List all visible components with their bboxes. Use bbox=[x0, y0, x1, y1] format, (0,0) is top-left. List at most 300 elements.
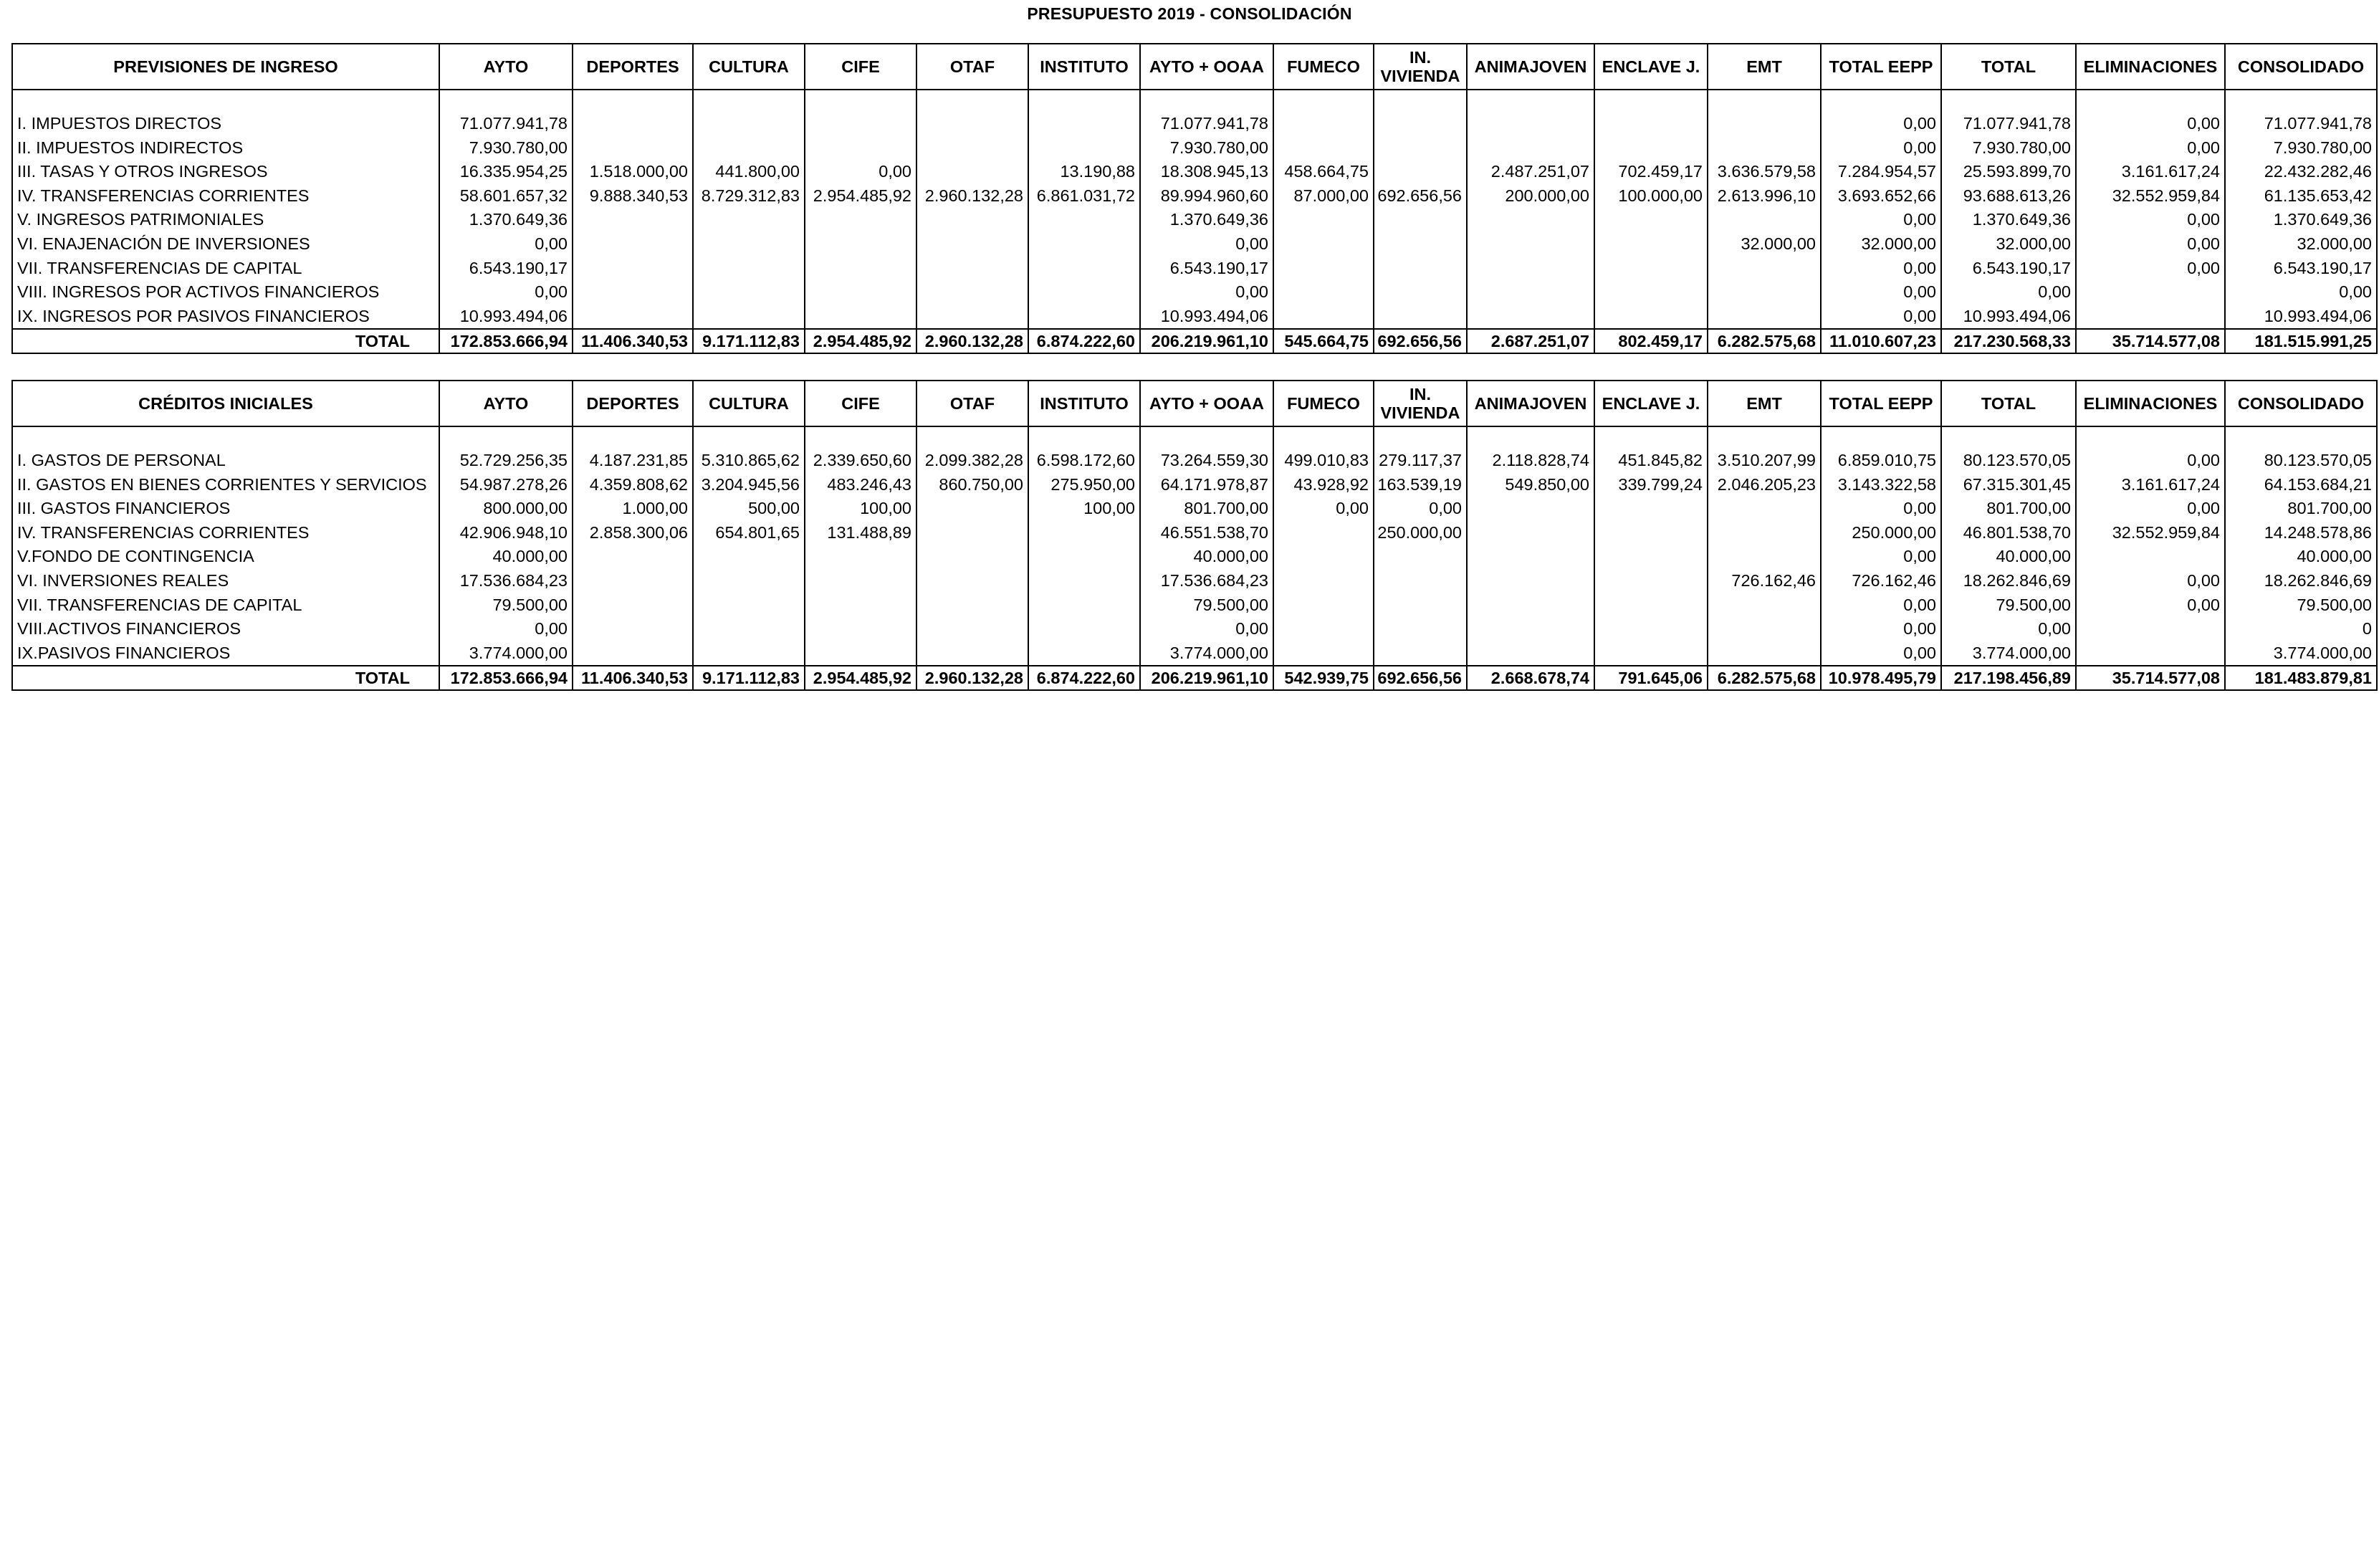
amount-cell: 100.000,00 bbox=[1594, 184, 1708, 209]
amount-cell: 0,00 bbox=[1821, 136, 1941, 161]
amount-cell: 1.370.649,36 bbox=[2225, 208, 2377, 232]
amount-cell: 0,00 bbox=[1821, 305, 1941, 330]
amount-cell: 2.858.300,06 bbox=[573, 521, 693, 545]
amount-cell bbox=[805, 280, 916, 305]
amount-cell: 0,00 bbox=[1140, 232, 1273, 257]
amount-cell bbox=[573, 257, 693, 281]
amount-cell: 64.171.978,87 bbox=[1140, 473, 1273, 497]
amount-cell: 40.000,00 bbox=[439, 545, 573, 569]
empty-cell bbox=[1941, 90, 2076, 112]
amount-cell: 163.539,19 bbox=[1374, 473, 1467, 497]
expense-column-header: IN. VIVIENDA bbox=[1374, 381, 1467, 426]
row-label: II. IMPUESTOS INDIRECTOS bbox=[12, 136, 439, 161]
total-cell: 217.198.456,89 bbox=[1941, 666, 2076, 690]
amount-cell bbox=[1467, 641, 1594, 666]
amount-cell: 18.262.846,69 bbox=[2225, 569, 2377, 593]
amount-cell bbox=[1273, 112, 1374, 136]
amount-cell: 0,00 bbox=[2076, 208, 2225, 232]
amount-cell bbox=[916, 280, 1028, 305]
amount-cell: 801.700,00 bbox=[2225, 497, 2377, 521]
amount-cell bbox=[916, 641, 1028, 666]
amount-cell: 71.077.941,78 bbox=[1140, 112, 1273, 136]
table-row bbox=[12, 641, 2377, 666]
income-column-header: CULTURA bbox=[693, 44, 805, 90]
income-total-row bbox=[12, 329, 2377, 353]
amount-cell: 801.700,00 bbox=[1941, 497, 2076, 521]
amount-cell bbox=[1374, 208, 1467, 232]
amount-cell: 4.359.808,62 bbox=[573, 473, 693, 497]
empty-cell bbox=[1273, 426, 1374, 449]
amount-cell: 54.987.278,26 bbox=[439, 473, 573, 497]
total-cell: 181.515.991,25 bbox=[2225, 329, 2377, 353]
empty-cell bbox=[1467, 90, 1594, 112]
amount-cell bbox=[1273, 257, 1374, 281]
amount-cell bbox=[805, 569, 916, 593]
amount-cell bbox=[1273, 305, 1374, 330]
amount-cell: 7.284.954,57 bbox=[1821, 160, 1941, 184]
amount-cell bbox=[693, 641, 805, 666]
amount-cell: 1.370.649,36 bbox=[439, 208, 573, 232]
table-row bbox=[12, 232, 2377, 257]
amount-cell bbox=[1028, 593, 1140, 618]
amount-cell bbox=[1273, 280, 1374, 305]
amount-cell: 692.656,56 bbox=[1374, 184, 1467, 209]
amount-cell: 0,00 bbox=[1140, 280, 1273, 305]
amount-cell bbox=[805, 617, 916, 641]
amount-cell: 3.204.945,56 bbox=[693, 473, 805, 497]
amount-cell: 40.000,00 bbox=[1941, 545, 2076, 569]
amount-cell: 0,00 bbox=[439, 232, 573, 257]
amount-cell: 0,00 bbox=[2076, 136, 2225, 161]
expense-column-header: EMT bbox=[1708, 381, 1821, 426]
expense-column-header: CIFE bbox=[805, 381, 916, 426]
amount-cell bbox=[916, 136, 1028, 161]
amount-cell: 71.077.941,78 bbox=[1941, 112, 2076, 136]
amount-cell: 0,00 bbox=[1821, 545, 1941, 569]
row-label: II. GASTOS EN BIENES CORRIENTES Y SERVICIOS bbox=[12, 473, 439, 497]
income-column-header: DEPORTES bbox=[573, 44, 693, 90]
amount-cell bbox=[916, 160, 1028, 184]
income-column-header: PREVISIONES DE INGRESO bbox=[12, 44, 439, 90]
row-label: VIII.ACTIVOS FINANCIEROS bbox=[12, 617, 439, 641]
amount-cell bbox=[1594, 593, 1708, 618]
amount-cell bbox=[1594, 617, 1708, 641]
amount-cell bbox=[1028, 232, 1140, 257]
row-label: V. INGRESOS PATRIMONIALES bbox=[12, 208, 439, 232]
total-label: TOTAL bbox=[12, 329, 439, 353]
expense-column-header: AYTO + OOAA bbox=[1140, 381, 1273, 426]
amount-cell bbox=[1028, 545, 1140, 569]
amount-cell: 32.000,00 bbox=[1821, 232, 1941, 257]
amount-cell: 451.845,82 bbox=[1594, 449, 1708, 473]
amount-cell bbox=[1374, 136, 1467, 161]
amount-cell: 6.543.190,17 bbox=[2225, 257, 2377, 281]
table-row bbox=[12, 160, 2377, 184]
amount-cell: 40.000,00 bbox=[1140, 545, 1273, 569]
total-cell: 6.282.575,68 bbox=[1708, 329, 1821, 353]
amount-cell bbox=[693, 593, 805, 618]
amount-cell bbox=[1028, 305, 1140, 330]
amount-cell bbox=[1594, 521, 1708, 545]
amount-cell: 6.543.190,17 bbox=[1140, 257, 1273, 281]
amount-cell: 3.161.617,24 bbox=[2076, 160, 2225, 184]
amount-cell bbox=[693, 305, 805, 330]
amount-cell bbox=[1708, 497, 1821, 521]
amount-cell: 2.099.382,28 bbox=[916, 449, 1028, 473]
amount-cell: 0,00 bbox=[1374, 497, 1467, 521]
empty-cell bbox=[916, 426, 1028, 449]
amount-cell bbox=[916, 521, 1028, 545]
amount-cell bbox=[693, 257, 805, 281]
total-label: TOTAL bbox=[12, 666, 439, 690]
amount-cell: 3.774.000,00 bbox=[2225, 641, 2377, 666]
amount-cell: 200.000,00 bbox=[1467, 184, 1594, 209]
total-cell: 35.714.577,08 bbox=[2076, 666, 2225, 690]
amount-cell bbox=[805, 136, 916, 161]
empty-cell bbox=[1374, 426, 1467, 449]
amount-cell: 79.500,00 bbox=[1941, 593, 2076, 618]
total-cell: 11.010.607,23 bbox=[1821, 329, 1941, 353]
empty-cell bbox=[1140, 90, 1273, 112]
amount-cell bbox=[573, 545, 693, 569]
amount-cell bbox=[916, 305, 1028, 330]
total-cell: 2.668.678,74 bbox=[1467, 666, 1594, 690]
amount-cell: 5.310.865,62 bbox=[693, 449, 805, 473]
amount-cell bbox=[1594, 497, 1708, 521]
expense-total-row bbox=[12, 666, 2377, 690]
total-cell: 6.874.222,60 bbox=[1028, 666, 1140, 690]
amount-cell: 67.315.301,45 bbox=[1941, 473, 2076, 497]
amount-cell: 0,00 bbox=[1821, 208, 1941, 232]
amount-cell: 2.118.828,74 bbox=[1467, 449, 1594, 473]
table-row bbox=[12, 208, 2377, 232]
amount-cell: 726.162,46 bbox=[1708, 569, 1821, 593]
amount-cell bbox=[1708, 136, 1821, 161]
amount-cell bbox=[1594, 280, 1708, 305]
amount-cell: 131.488,89 bbox=[805, 521, 916, 545]
amount-cell bbox=[1374, 545, 1467, 569]
expense-column-header: ELIMINACIONES bbox=[2076, 381, 2225, 426]
amount-cell: 2.960.132,28 bbox=[916, 184, 1028, 209]
amount-cell bbox=[1028, 521, 1140, 545]
amount-cell bbox=[1273, 208, 1374, 232]
row-label: I. GASTOS DE PERSONAL bbox=[12, 449, 439, 473]
amount-cell: 93.688.613,26 bbox=[1941, 184, 2076, 209]
empty-cell bbox=[916, 90, 1028, 112]
amount-cell bbox=[805, 257, 916, 281]
amount-cell bbox=[1374, 257, 1467, 281]
total-cell: 11.406.340,53 bbox=[573, 329, 693, 353]
amount-cell: 500,00 bbox=[693, 497, 805, 521]
amount-cell bbox=[1467, 545, 1594, 569]
amount-cell bbox=[1594, 569, 1708, 593]
amount-cell bbox=[1028, 112, 1140, 136]
amount-cell: 800.000,00 bbox=[439, 497, 573, 521]
income-column-header: ANIMAJOVEN bbox=[1467, 44, 1594, 90]
amount-cell: 860.750,00 bbox=[916, 473, 1028, 497]
amount-cell: 0 bbox=[2225, 617, 2377, 641]
empty-cell bbox=[12, 426, 439, 449]
amount-cell bbox=[1708, 521, 1821, 545]
amount-cell: 46.551.538,70 bbox=[1140, 521, 1273, 545]
expense-column-header: TOTAL bbox=[1941, 381, 2076, 426]
amount-cell: 3.774.000,00 bbox=[1140, 641, 1273, 666]
row-label: VII. TRANSFERENCIAS DE CAPITAL bbox=[12, 593, 439, 618]
amount-cell bbox=[1374, 160, 1467, 184]
amount-cell: 801.700,00 bbox=[1140, 497, 1273, 521]
amount-cell bbox=[1594, 208, 1708, 232]
income-column-header: CONSOLIDADO bbox=[2225, 44, 2377, 90]
amount-cell bbox=[1273, 232, 1374, 257]
row-label: VI. ENAJENACIÓN DE INVERSIONES bbox=[12, 232, 439, 257]
amount-cell: 6.543.190,17 bbox=[439, 257, 573, 281]
amount-cell: 0,00 bbox=[1821, 280, 1941, 305]
empty-cell bbox=[693, 90, 805, 112]
amount-cell: 10.993.494,06 bbox=[2225, 305, 2377, 330]
amount-cell bbox=[1708, 112, 1821, 136]
amount-cell: 25.593.899,70 bbox=[1941, 160, 2076, 184]
amount-cell: 2.487.251,07 bbox=[1467, 160, 1594, 184]
amount-cell bbox=[1467, 497, 1594, 521]
amount-cell bbox=[573, 617, 693, 641]
amount-cell: 2.954.485,92 bbox=[805, 184, 916, 209]
amount-cell bbox=[1028, 569, 1140, 593]
amount-cell: 3.774.000,00 bbox=[439, 641, 573, 666]
amount-cell: 52.729.256,35 bbox=[439, 449, 573, 473]
empty-cell bbox=[1821, 90, 1941, 112]
table-row bbox=[12, 593, 2377, 618]
row-label: IX. INGRESOS POR PASIVOS FINANCIEROS bbox=[12, 305, 439, 330]
amount-cell bbox=[693, 232, 805, 257]
amount-cell bbox=[1273, 593, 1374, 618]
expense-column-header: DEPORTES bbox=[573, 381, 693, 426]
row-label: IX.PASIVOS FINANCIEROS bbox=[12, 641, 439, 666]
expense-column-header: FUMECO bbox=[1273, 381, 1374, 426]
amount-cell bbox=[1467, 232, 1594, 257]
amount-cell bbox=[1594, 257, 1708, 281]
income-spacer-row bbox=[12, 90, 2377, 112]
amount-cell: 0,00 bbox=[1273, 497, 1374, 521]
empty-cell bbox=[1708, 426, 1821, 449]
amount-cell: 1.518.000,00 bbox=[573, 160, 693, 184]
empty-cell bbox=[2225, 90, 2377, 112]
amount-cell: 10.993.494,06 bbox=[1140, 305, 1273, 330]
amount-cell bbox=[916, 545, 1028, 569]
amount-cell: 3.510.207,99 bbox=[1708, 449, 1821, 473]
income-column-header: AYTO + OOAA bbox=[1140, 44, 1273, 90]
amount-cell: 8.729.312,83 bbox=[693, 184, 805, 209]
total-cell: 172.853.666,94 bbox=[439, 666, 573, 690]
income-column-header: CIFE bbox=[805, 44, 916, 90]
amount-cell: 7.930.780,00 bbox=[1941, 136, 2076, 161]
amount-cell: 6.543.190,17 bbox=[1941, 257, 2076, 281]
income-column-header: ENCLAVE J. bbox=[1594, 44, 1708, 90]
amount-cell bbox=[1708, 641, 1821, 666]
amount-cell bbox=[805, 545, 916, 569]
amount-cell: 18.308.945,13 bbox=[1140, 160, 1273, 184]
amount-cell bbox=[1374, 569, 1467, 593]
total-cell: 10.978.495,79 bbox=[1821, 666, 1941, 690]
row-label: I. IMPUESTOS DIRECTOS bbox=[12, 112, 439, 136]
total-cell: 9.171.112,83 bbox=[693, 329, 805, 353]
amount-cell: 0,00 bbox=[439, 617, 573, 641]
amount-cell: 458.664,75 bbox=[1273, 160, 1374, 184]
expense-column-header: CRÉDITOS INICIALES bbox=[12, 381, 439, 426]
total-cell: 206.219.961,10 bbox=[1140, 666, 1273, 690]
amount-cell bbox=[916, 208, 1028, 232]
amount-cell bbox=[1028, 136, 1140, 161]
amount-cell bbox=[1374, 593, 1467, 618]
amount-cell bbox=[1708, 208, 1821, 232]
amount-cell bbox=[2076, 545, 2225, 569]
amount-cell bbox=[1028, 208, 1140, 232]
amount-cell: 43.928,92 bbox=[1273, 473, 1374, 497]
income-column-header: INSTITUTO bbox=[1028, 44, 1140, 90]
amount-cell: 275.950,00 bbox=[1028, 473, 1140, 497]
amount-cell: 32.000,00 bbox=[1708, 232, 1821, 257]
amount-cell bbox=[1028, 617, 1140, 641]
empty-cell bbox=[2076, 426, 2225, 449]
expense-column-header: INSTITUTO bbox=[1028, 381, 1140, 426]
expense-spacer-row bbox=[12, 426, 2377, 449]
amount-cell bbox=[1467, 305, 1594, 330]
amount-cell bbox=[805, 112, 916, 136]
total-cell: 181.483.879,81 bbox=[2225, 666, 2377, 690]
empty-cell bbox=[2225, 426, 2377, 449]
empty-cell bbox=[1140, 426, 1273, 449]
amount-cell: 0,00 bbox=[1821, 257, 1941, 281]
amount-cell bbox=[693, 112, 805, 136]
empty-cell bbox=[1821, 426, 1941, 449]
total-cell: 692.656,56 bbox=[1374, 666, 1467, 690]
expense-column-header: CULTURA bbox=[693, 381, 805, 426]
amount-cell: 17.536.684,23 bbox=[439, 569, 573, 593]
table-row bbox=[12, 497, 2377, 521]
expense-column-header: ANIMAJOVEN bbox=[1467, 381, 1594, 426]
amount-cell bbox=[1273, 545, 1374, 569]
amount-cell: 0,00 bbox=[1821, 112, 1941, 136]
amount-cell: 7.930.780,00 bbox=[439, 136, 573, 161]
amount-cell: 2.339.650,60 bbox=[805, 449, 916, 473]
table-row bbox=[12, 184, 2377, 209]
total-cell: 206.219.961,10 bbox=[1140, 329, 1273, 353]
amount-cell bbox=[1273, 641, 1374, 666]
amount-cell bbox=[693, 617, 805, 641]
amount-cell bbox=[573, 136, 693, 161]
expense-column-header: AYTO bbox=[439, 381, 573, 426]
total-cell: 11.406.340,53 bbox=[573, 666, 693, 690]
amount-cell: 339.799,24 bbox=[1594, 473, 1708, 497]
amount-cell bbox=[1467, 617, 1594, 641]
amount-cell bbox=[573, 232, 693, 257]
amount-cell: 6.861.031,72 bbox=[1028, 184, 1140, 209]
amount-cell: 46.801.538,70 bbox=[1941, 521, 2076, 545]
amount-cell bbox=[805, 593, 916, 618]
amount-cell: 549.850,00 bbox=[1467, 473, 1594, 497]
amount-cell bbox=[2076, 305, 2225, 330]
amount-cell: 100,00 bbox=[805, 497, 916, 521]
amount-cell bbox=[916, 257, 1028, 281]
total-cell: 2.954.485,92 bbox=[805, 329, 916, 353]
amount-cell bbox=[916, 617, 1028, 641]
table-row bbox=[12, 545, 2377, 569]
row-label: V.FONDO DE CONTINGENCIA bbox=[12, 545, 439, 569]
amount-cell: 279.117,37 bbox=[1374, 449, 1467, 473]
amount-cell: 250.000,00 bbox=[1821, 521, 1941, 545]
income-column-header: TOTAL bbox=[1941, 44, 2076, 90]
empty-cell bbox=[805, 426, 916, 449]
amount-cell: 3.774.000,00 bbox=[1941, 641, 2076, 666]
amount-cell: 87.000,00 bbox=[1273, 184, 1374, 209]
expense-header-row bbox=[12, 381, 2377, 426]
empty-cell bbox=[573, 90, 693, 112]
amount-cell: 14.248.578,86 bbox=[2225, 521, 2377, 545]
total-cell: 2.954.485,92 bbox=[805, 666, 916, 690]
empty-cell bbox=[1273, 90, 1374, 112]
amount-cell: 58.601.657,32 bbox=[439, 184, 573, 209]
empty-cell bbox=[573, 426, 693, 449]
amount-cell bbox=[693, 136, 805, 161]
amount-cell bbox=[1028, 280, 1140, 305]
amount-cell bbox=[573, 569, 693, 593]
amount-cell bbox=[1467, 521, 1594, 545]
amount-cell bbox=[805, 208, 916, 232]
amount-cell: 13.190,88 bbox=[1028, 160, 1140, 184]
table-row bbox=[12, 449, 2377, 473]
amount-cell bbox=[1708, 280, 1821, 305]
table-row bbox=[12, 521, 2377, 545]
amount-cell: 0,00 bbox=[1821, 497, 1941, 521]
amount-cell: 0,00 bbox=[1821, 593, 1941, 618]
amount-cell: 1.370.649,36 bbox=[1941, 208, 2076, 232]
amount-cell: 80.123.570,05 bbox=[1941, 449, 2076, 473]
amount-cell: 0,00 bbox=[2076, 112, 2225, 136]
amount-cell bbox=[2076, 641, 2225, 666]
empty-cell bbox=[1467, 426, 1594, 449]
amount-cell bbox=[916, 497, 1028, 521]
amount-cell bbox=[573, 593, 693, 618]
amount-cell: 42.906.948,10 bbox=[439, 521, 573, 545]
amount-cell bbox=[2076, 617, 2225, 641]
amount-cell bbox=[1467, 257, 1594, 281]
income-column-header: EMT bbox=[1708, 44, 1821, 90]
amount-cell: 61.135.653,42 bbox=[2225, 184, 2377, 209]
amount-cell bbox=[916, 569, 1028, 593]
empty-cell bbox=[805, 90, 916, 112]
total-cell: 2.960.132,28 bbox=[916, 329, 1028, 353]
amount-cell: 0,00 bbox=[1140, 617, 1273, 641]
amount-cell: 9.888.340,53 bbox=[573, 184, 693, 209]
amount-cell bbox=[693, 545, 805, 569]
empty-cell bbox=[1028, 426, 1140, 449]
amount-cell: 16.335.954,25 bbox=[439, 160, 573, 184]
amount-cell bbox=[1273, 136, 1374, 161]
amount-cell: 79.500,00 bbox=[439, 593, 573, 618]
amount-cell bbox=[573, 641, 693, 666]
total-cell: 217.230.568,33 bbox=[1941, 329, 2076, 353]
amount-cell: 1.000,00 bbox=[573, 497, 693, 521]
amount-cell bbox=[573, 112, 693, 136]
amount-cell: 3.161.617,24 bbox=[2076, 473, 2225, 497]
amount-cell bbox=[1374, 305, 1467, 330]
table-row bbox=[12, 473, 2377, 497]
amount-cell bbox=[805, 232, 916, 257]
total-cell: 692.656,56 bbox=[1374, 329, 1467, 353]
total-cell: 9.171.112,83 bbox=[693, 666, 805, 690]
empty-cell bbox=[1594, 90, 1708, 112]
amount-cell: 32.552.959,84 bbox=[2076, 521, 2225, 545]
amount-cell: 32.552.959,84 bbox=[2076, 184, 2225, 209]
